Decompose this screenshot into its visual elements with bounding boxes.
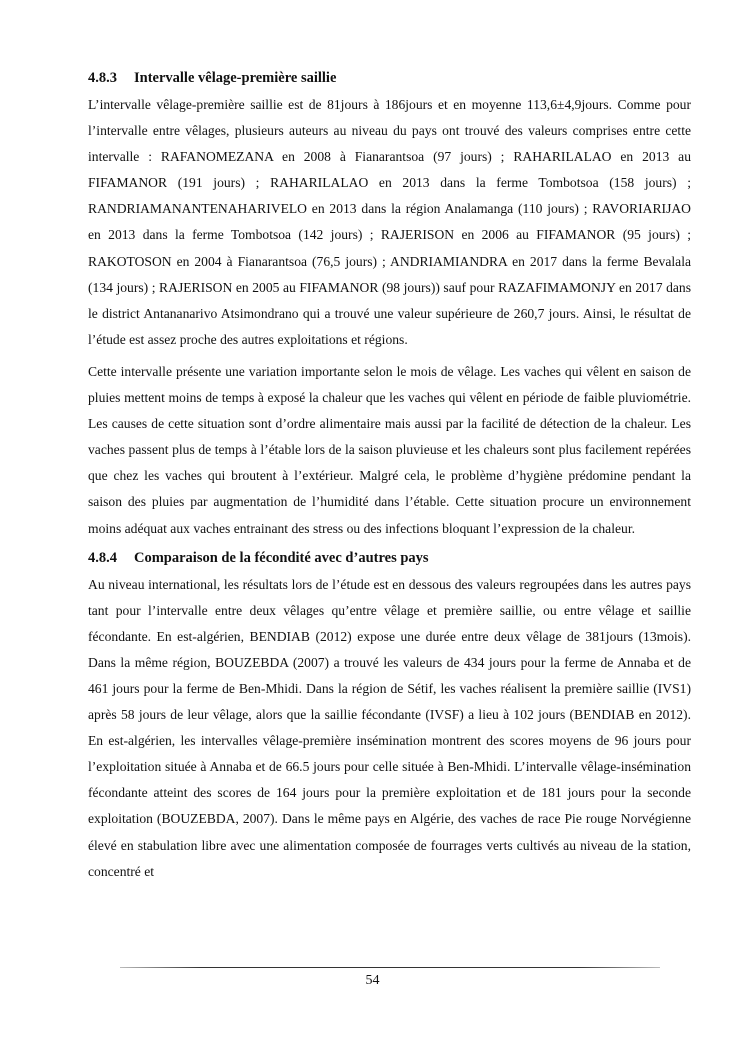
section-number: 4.8.4 (88, 549, 117, 566)
section-title: Comparaison de la fécondité avec d’autres pays (134, 549, 429, 566)
page-number: 54 (365, 973, 380, 988)
section-heading-4-8-4 (88, 548, 691, 568)
footer-divider (120, 967, 660, 968)
section-number: 4.8.3 (88, 70, 117, 86)
section-heading-4-8-3 (88, 68, 691, 88)
paragraph: L’intervalle vêlage-première saillie est de 81jours à 186jours et en moyenne 113,6±4,9jours. Comme pour l’intervalle entre vêlages, plusieurs auteurs au niveau du pays ont trouvé des valeurs comprises entre cette intervalle : RAFANOMEZANA en 2008 à Fianarantsoa (97 jours) ; RAHARILALAO en 2013 au FIFAMANOR (191 jours) ; RAHARILALAO en 2013 dans la ferme Tombotsoa (158 jours) ; RANDRIAMANANTENAHARIVELO en 2013 dans la région Analamanga (110 jours) ; RAVORIARIJAO en 2013 dans la ferme Tombotsoa (142 jours) ; RAJERISON en 2006 au FIFAMANOR (95 jours) ; RAKOTOSON en 2004 à Fianarantsoa (76,5 jours) ; ANDRIAMIANDRA en 2017 dans la ferme Bevalala (134 jours) ; RAJERISON en 2005 au FIFAMANOR (98 jours)) sauf pour RAZAFIMAMONJY en 2017 dans le district Antananarivo Atsimondrano qui a trouvé une valeur supérieure de 260,7 jours. Ainsi, le résultat de l’étude est assez proche des autres exploitations et régions. (88, 97, 691, 347)
page-content (88, 68, 691, 885)
section-title: Intervalle vêlage-première saillie (134, 70, 337, 86)
paragraph: Cette intervalle présente une variation importante selon le mois de vêlage. Les vaches qui vêlent en saison de pluies mettent moins de temps à exposé la chaleur que les vaches qui vêlent en période de faible pluviométrie. Les causes de cette situation sont d’ordre alimentaire mais aussi par la facilité de détection de la chaleur. Les vaches passent plus de temps à l’étable lors de la saison pluvieuse et les chaleurs sont plus facilement repérées que chez les vaches qui broutent à l’extérieur. Malgré cela, le problème d’hygiène prédomine pendant la saison des pluies par augmentation de l’humidité dans l’étable. Cette situation procure un environnement moins adéquat aux vaches entrainant des stress ou des infections bloquant l’expression de la chaleur. (88, 363, 691, 536)
paragraph: Au niveau international, les résultats lors de l’étude est en dessous des valeurs regroupées dans les autres pays tant pour l’intervalle entre deux vêlages qu’entre vêlage et première saillie, ou entre vêlage et saillie fécondante. En est-algérien, BENDIAB (2012) expose une durée entre deux vêlage de 381jours (13mois). Dans la même région, BOUZEBDA (2007) a trouvé les valeurs de 434 jours pour la ferme de Annaba et de 461 jours pour la ferme de Ben-Mhidi. Dans la région de Sétif, les vaches réalisent la première saillie (IVS1) après 58 jours de leur vêlage, alors que la saillie fécondante (IVSF) a lieu à 102 jours (BENDIAB en 2012). En est-algérien, les intervalles vêlage-première insémination montrent des scores moyens de 96 jours pour l’exploitation située à Annaba et de 66.5 jours pour celle située à Ben-Mhidi. L’intervalle vêlage-insémination fécondante atteint des scores de 164 jours pour la première exploitation et de 181 jours pour la seconde exploitation (BOUZEBDA, 2007). Dans le même pays en Algérie, des vaches de race Pie rouge Norvégienne élevé en stabulation libre avec une alimentation composée de fourrages verts cultivés au niveau de la station, concentré et (88, 576, 691, 879)
